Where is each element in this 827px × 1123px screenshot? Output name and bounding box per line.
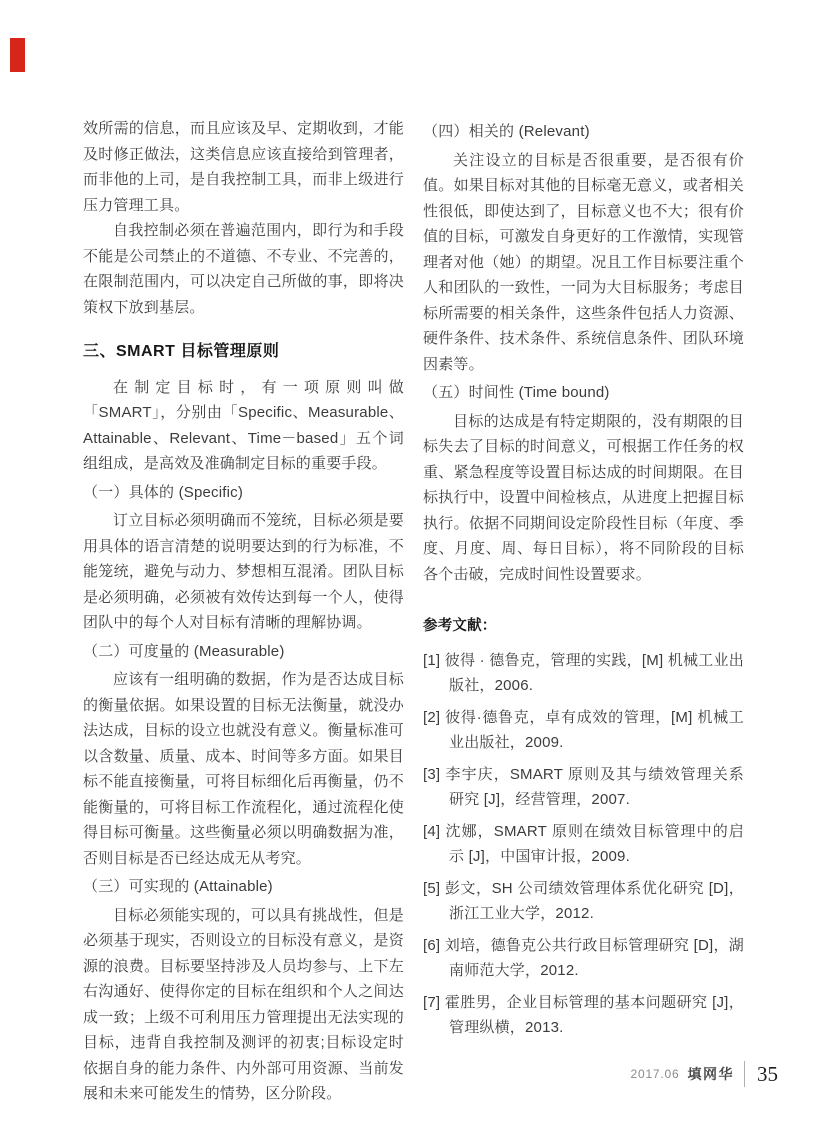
red-section-marker [10, 38, 25, 72]
magazine-logo: 填网华 [687, 1066, 734, 1082]
reference-item: [2] 彼得·德鲁克，卓有成效的管理，[M] 机械工业出版社，2009. [423, 708, 744, 751]
paragraph-attainable: 目标必须能实现的，可以具有挑战性，但是必须基于现实，否则设立的目标没有意义，是资源的浪费。目标要坚持涉及人员均参与、上下左右沟通好、使得你定的目标在组织和个人之间达成一致；上级不可利用压力管理提出无法实现的目标，违背自我控制及测评的初衷;目标设定时依据自身的能力条件、内外部可用资源、当前发展和未来可能发生的情势，区分阶段。 [83, 906, 404, 1102]
paragraph-measurable: 应该有一组明确的数据，作为是否达成目标的衡量依据。如果设置的目标无法衡量，就没办法达成，目标的设立也就没有意义。衡量标准可以含数量、质量、成本、时间等多方面。如果目标不能直接衡量，可将目标细化后再衡量，仍不能衡量的，可将目标工作流程化，通过流程化使得目标可衡量。这些衡量必须以明确数据为准，否则目标是否已经达成无从考究。 [83, 671, 404, 867]
reference-item: [6] 刘培，德鲁克公共行政目标管理研究 [D]，湖南师范大学，2012. [423, 936, 744, 979]
footer-divider [744, 1061, 745, 1087]
subheading-measurable: （二）可度量的 (Measurable) [83, 642, 285, 660]
issue-date: 2017.06 [630, 1067, 680, 1081]
right-column [423, 116, 744, 1047]
reference-item: [5] 彭文，SH 公司绩效管理体系优化研究 [D]，浙江工业大学，2012. [423, 879, 744, 922]
paragraph-smart-intro: 在制定目标时，有一项原则叫做「SMART」，分别由「Specific、Measurable、Attainable、Relevant、Time－based」五个词组组成，是高效及准确制定目标的重要手段。 [83, 378, 404, 472]
paragraph-specific: 订立目标必须明确而不笼统，目标必须是要用具体的语言清楚的说明要达到的行为标准，不能笼统，避免与动力、梦想相互混淆。团队目标是必须明确，必须被有效传达到每一个人，使得团队中的每个人对目标有清晰的理解协调。 [83, 512, 404, 631]
section-heading-smart: 三、SMART 目标管理原则 [83, 343, 280, 360]
subheading-timebound: （五）时间性 (Time bound) [423, 384, 610, 401]
paragraph-relevant: 关注设立的目标是否很重要，是否很有价值。如果目标对其他的目标毫无意义，或者相关性很低，即使达到了，目标意义也不大；很有价值的目标，可激发自身更好的工作激情，实现管理者对他（她）的期望。况且工作目标要注重个人和团队的一致性，一同为大目标服务；考虑目标所需要的相关条件，这些条件包括人力资源、硬件条件、技术条件、系统信息条件、团队环境因素等。 [423, 151, 744, 373]
reference-item: [4] 沈娜，SMART 原则在绩效目标管理中的启示 [J]，中国审计报，2009. [423, 822, 744, 865]
reference-item: [1] 彼得 · 德鲁克，管理的实践，[M] 机械工业出版社，2006. [423, 651, 744, 694]
references-title: 参考文献： [423, 618, 497, 634]
page-number: 35 [757, 1061, 778, 1086]
left-column [83, 116, 404, 1107]
continued-paragraph: 效所需的信息，而且应该及早、定期收到，才能及时修正做法，这类信息应该直接给到管理者，而非他的上司，是自我控制工具，而非上级进行压力管理工具。 [83, 120, 404, 214]
page-footer [0, 1058, 778, 1090]
subheading-specific: （一）具体的 (Specific) [83, 483, 244, 501]
subheading-relevant: （四）相关的 (Relevant) [423, 123, 590, 140]
reference-item: [3] 李宇庆，SMART 原则及其与绩效管理关系研究 [J]，经营管理，2007. [423, 765, 744, 808]
paragraph-self-control: 自我控制必须在普遍范围内，即行为和手段不能是公司禁止的不道德、不专业、不完善的，在限制范围内，可以决定自己所做的事，即将决策权下放到基层。 [83, 222, 404, 316]
paragraph-timebound: 目标的达成是有特定期限的，没有期限的目标失去了目标的时间意义，可根据工作任务的权重、紧急程度等设置目标达成的时间期限。在目标执行中，设置中间检核点，从进度上把握目标执行。依据不同期间设定阶段性目标（年度、季度、月度、周、每日目标），将不同阶段的目标各个击破，完成时间性设置要求。 [423, 412, 744, 583]
subheading-attainable: （三）可实现的 (Attainable) [83, 878, 273, 895]
reference-item: [7] 霍胜男，企业目标管理的基本问题研究 [J]，管理纵横，2013. [423, 993, 744, 1036]
